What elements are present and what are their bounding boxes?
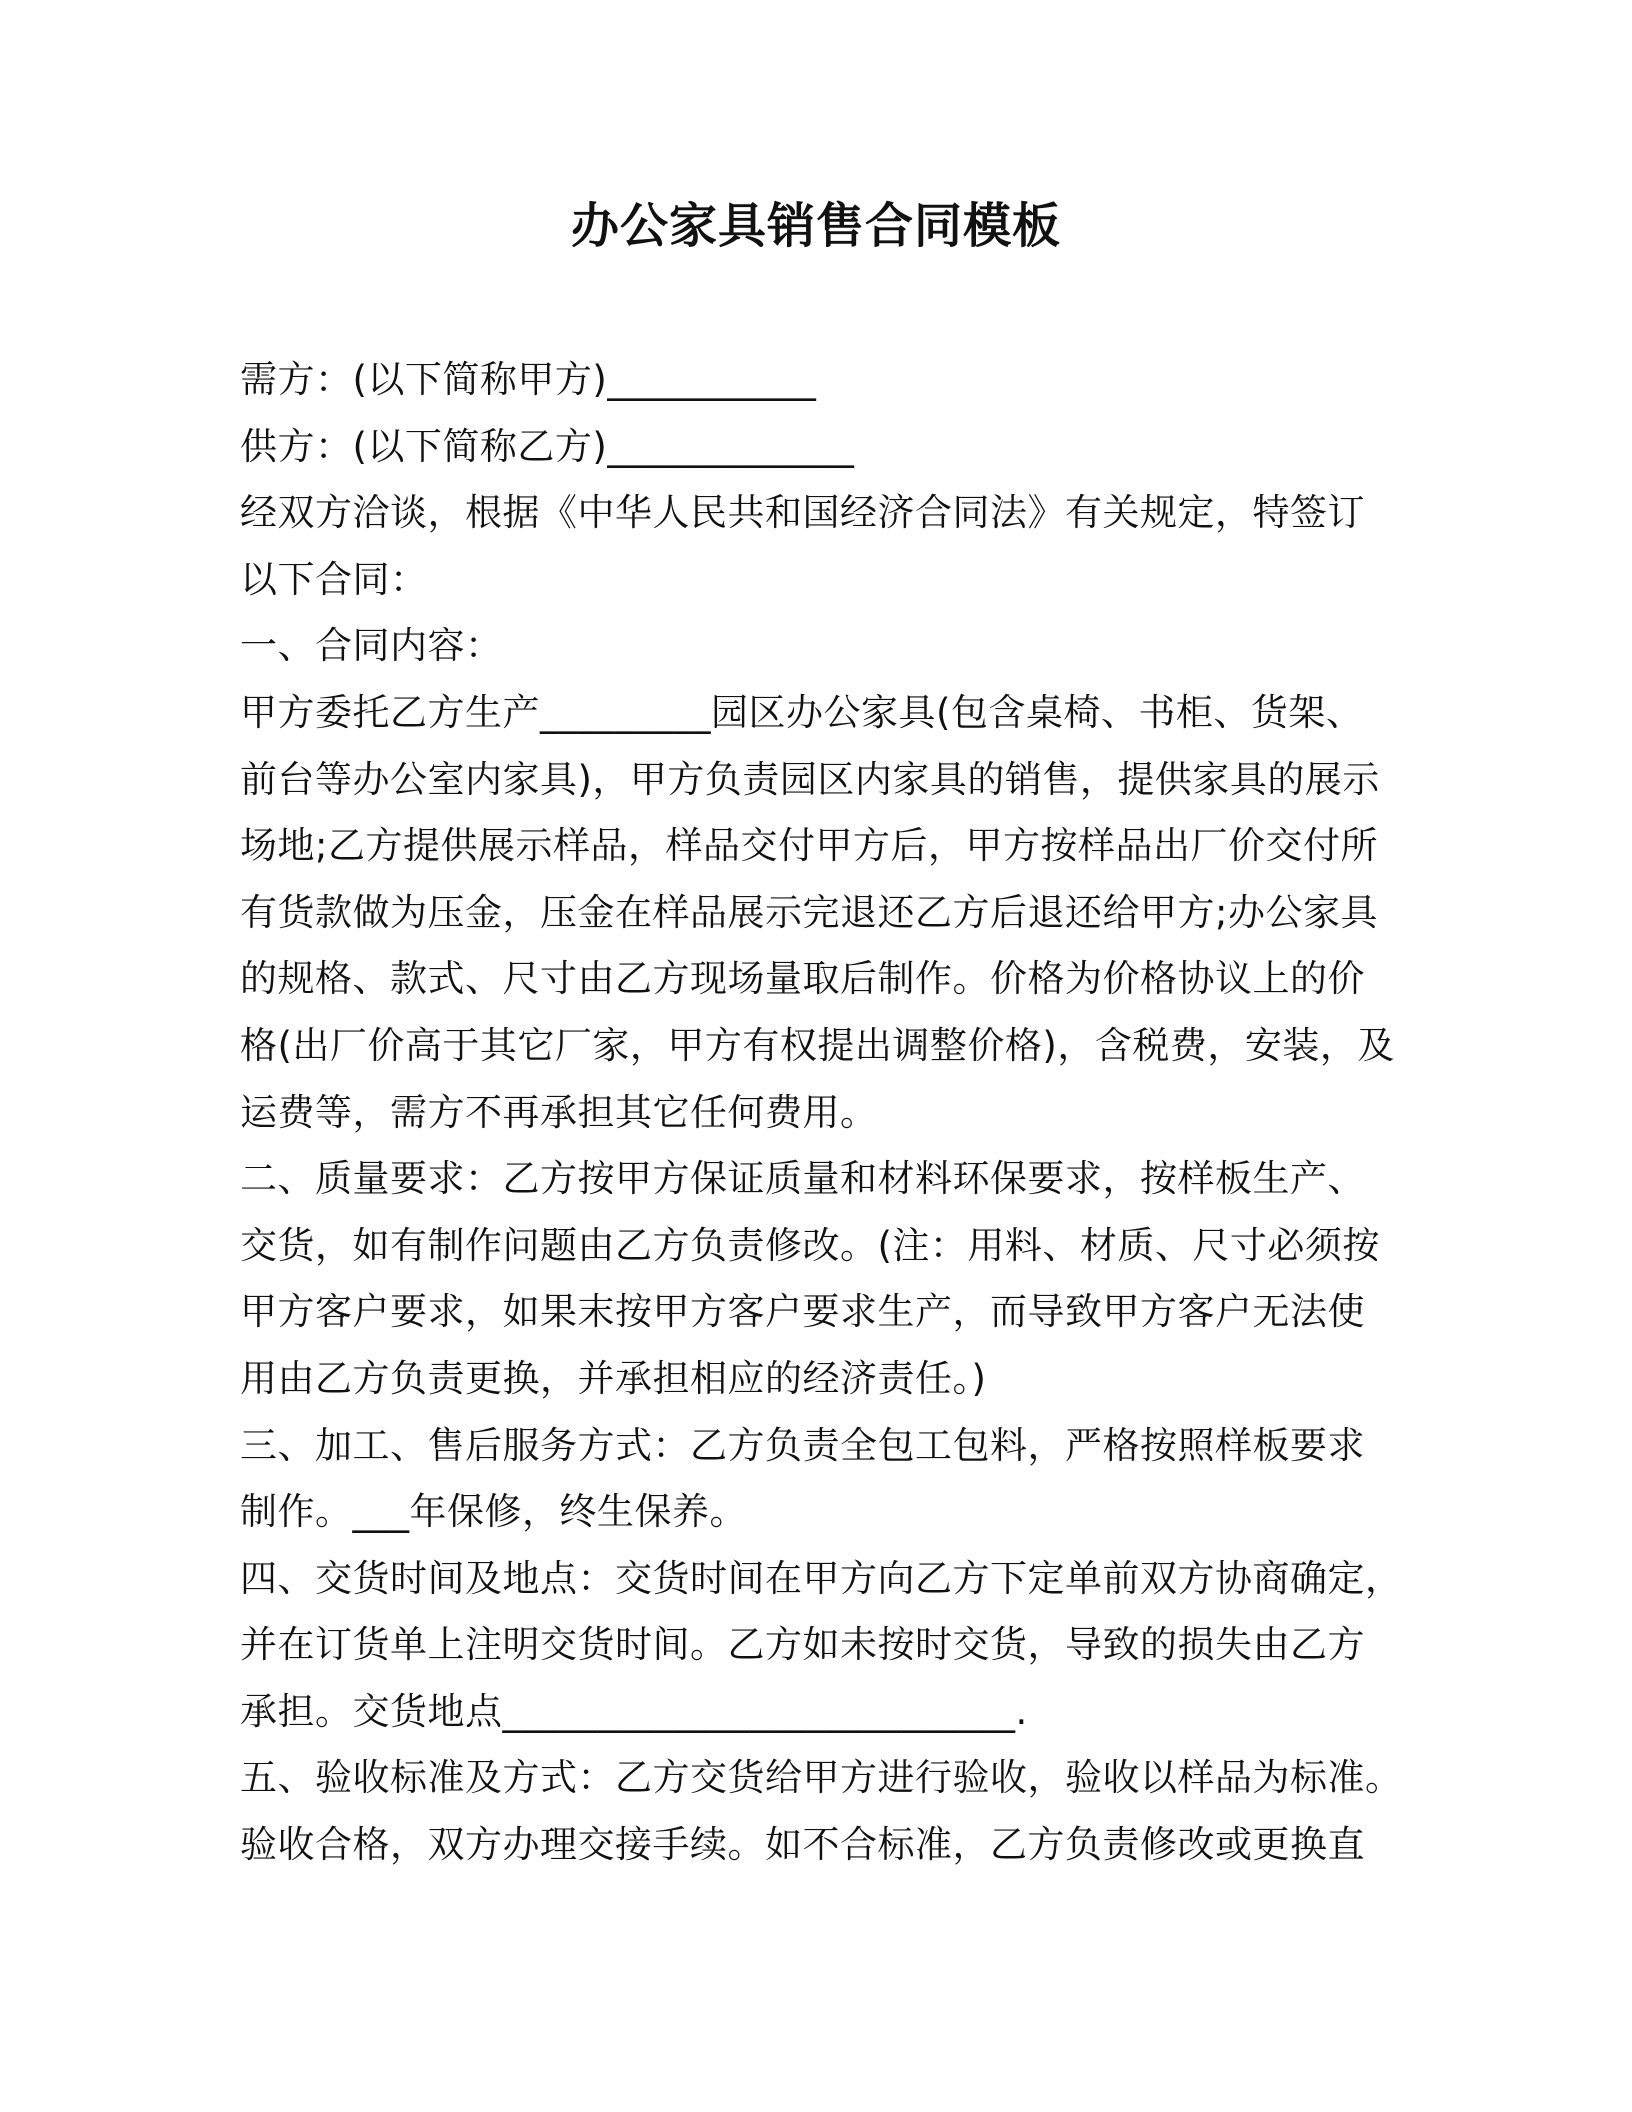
party-a-line: 需方：(以下简称甲方)___________ [240, 358, 817, 401]
paragraph-line: 用由乙方负责更换，并承担相应的经济责任。) [240, 1356, 987, 1400]
paragraph-line: 运费等，需方不再承担其它任何费用。 [240, 1090, 878, 1134]
section-line: 五、验收标准及方式：乙方交货给甲方进行验收，验收以样品为标准。 [240, 1756, 1403, 1800]
paragraph-line: 制作。___年保修，终生保养。 [240, 1490, 747, 1534]
paragraph-line: 并在订货单上注明交货时间。乙方如未按时交货，导致的损失由乙方 [240, 1623, 1365, 1667]
section-line: 四、交货时间及地点：交货时间在甲方向乙方下定单前双方协商确定， [240, 1556, 1403, 1600]
paragraph-line: 甲方客户要求，如果末按甲方客户要求生产，而导致甲方客户无法使 [240, 1290, 1365, 1334]
section-heading: 一、合同内容： [240, 624, 503, 668]
paragraph-line: 验收合格，双方办理交接手续。如不合标准，乙方负责修改或更换直 [240, 1823, 1365, 1867]
paragraph-line: 格(出厂价高于其它厂家，甲方有权提出调整价格)，含税费，安装，及 [240, 1023, 1395, 1067]
party-b-line: 供方：(以下简称乙方)_____________ [240, 424, 855, 468]
paragraph-line: 承担。交货地点___________________________. [240, 1689, 1028, 1733]
paragraph-line: 有货款做为压金，压金在样品展示完退还乙方后退还给甲方;办公家具 [240, 890, 1378, 934]
paragraph-line: 甲方委托乙方生产_________园区办公家具(包含桌椅、书柜、货架、 [240, 690, 1364, 734]
contract-body [240, 347, 1403, 1879]
paragraph-line: 交货，如有制作问题由乙方负责修改。(注：用料、材质、尺寸必须按 [240, 1223, 1380, 1267]
paragraph-line: 场地;乙方提供展示样品，样品交付甲方后，甲方按样品出厂价交付所 [240, 824, 1378, 868]
preamble-line: 经双方洽谈，根据《中华人民共和国经济合同法》有关规定，特签订 [240, 491, 1365, 535]
paragraph-line: 的规格、款式、尺寸由乙方现场量取后制作。价格为价格协议上的价 [240, 957, 1365, 1001]
section-line: 二、质量要求：乙方按甲方保证质量和材料环保要求，按样板生产、 [240, 1157, 1365, 1201]
section-line: 三、加工、售后服务方式：乙方负责全包工包料，严格按照样板要求 [240, 1423, 1365, 1467]
preamble-line: 以下合同： [240, 557, 428, 601]
paragraph-line: 前台等办公室内家具)，甲方负责园区内家具的销售，提供家具的展示 [240, 757, 1380, 801]
document-title: 办公家具销售合同模板 [570, 198, 1061, 254]
